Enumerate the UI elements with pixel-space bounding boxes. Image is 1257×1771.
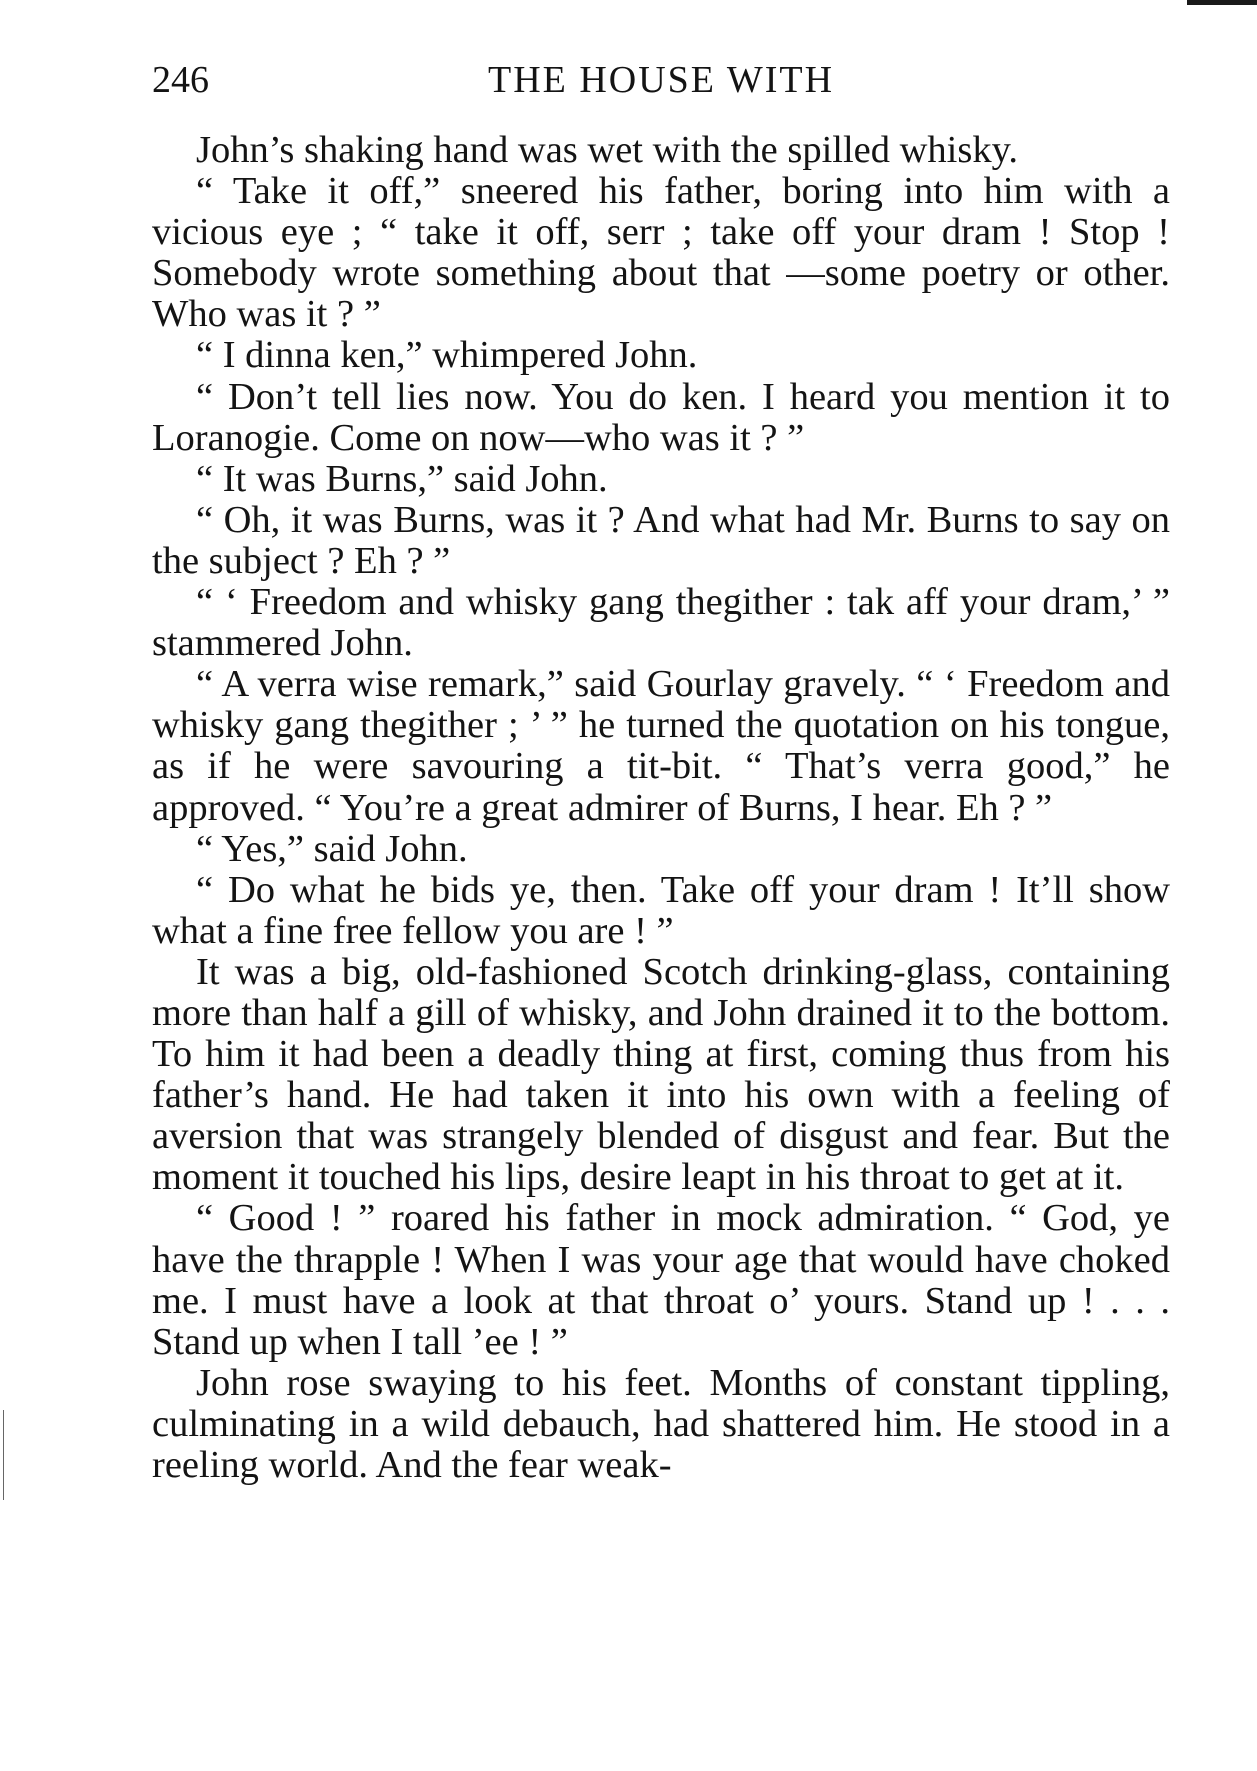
paragraph: “ A verra wise remark,” said Gourlay gravely. “ ‘ Freedom and whisky gang thegither ; ’ ” he turned the quotation on his tongue, as if he were savouring a tit-bit. “ That’s verra good,” he approved. “ You’re a great admirer of Burns, I hear. Eh ? ” — [152, 663, 1170, 829]
paragraph: “ Don’t tell lies now. You do ken. I heard you mention it to Loranogie. Come on now—who was it ? ” — [152, 375, 1170, 459]
paragraph: “ Do what he bids ye, then. Take off your dram ! It’ll show what a fine free fellow you are ! ” — [152, 868, 1170, 952]
running-head: THE HOUSE WITH — [487, 59, 835, 101]
paragraph: “ Yes,” said John. — [196, 827, 468, 870]
page-header — [152, 55, 1170, 105]
paragraph: “ ‘ Freedom and whisky gang thegither : tak aff your dram,’ ” stammered John. — [152, 581, 1170, 665]
paragraph: John rose swaying to his feet. Months of constant tippling, culminating in a wild debauch, had shattered him. He stood in a reeling world. And the fear weak- — [152, 1361, 1170, 1486]
paragraph: “ It was Burns,” said John. — [196, 457, 608, 500]
paragraph: It was a big, old-fashioned Scotch drinking-glass, containing more than half a gill of whisky, and John drained it to the bottom. To him it had been a deadly thing at first, coming thus from his father’s hand. He had taken it into his own with a feeling of aversion that was strangely blended of disgust and fear. But the moment it touched his lips, desire leapt in his throat to get at it. — [152, 950, 1170, 1199]
page-number: 246 — [152, 59, 209, 101]
paragraph: “ Take it off,” sneered his father, boring into him with a vicious eye ; “ take it off, serr ; take off your dram ! Stop ! Somebody wrote something about that —some poetry or other. Who was it ? ” — [152, 170, 1170, 336]
margin-scan-line — [3, 1410, 4, 1500]
body-text — [152, 130, 1170, 1486]
paragraph: John’s shaking hand was wet with the spilled whisky. — [196, 129, 1018, 171]
scan-edge-mark — [1187, 0, 1257, 15]
paragraph: “ I dinna ken,” whimpered John. — [196, 334, 698, 377]
paragraph: “ Oh, it was Burns, was it ? And what had Mr. Burns to say on the subject ? Eh ? ” — [152, 498, 1170, 582]
paragraph: “ Good ! ” roared his father in mock admiration. “ God, ye have the thrapple ! When I was your age that would have choked me. I must have a look at that throat o’ yours. Stand up ! . . . Stand up when I tall ’ee ! ” — [152, 1197, 1170, 1363]
